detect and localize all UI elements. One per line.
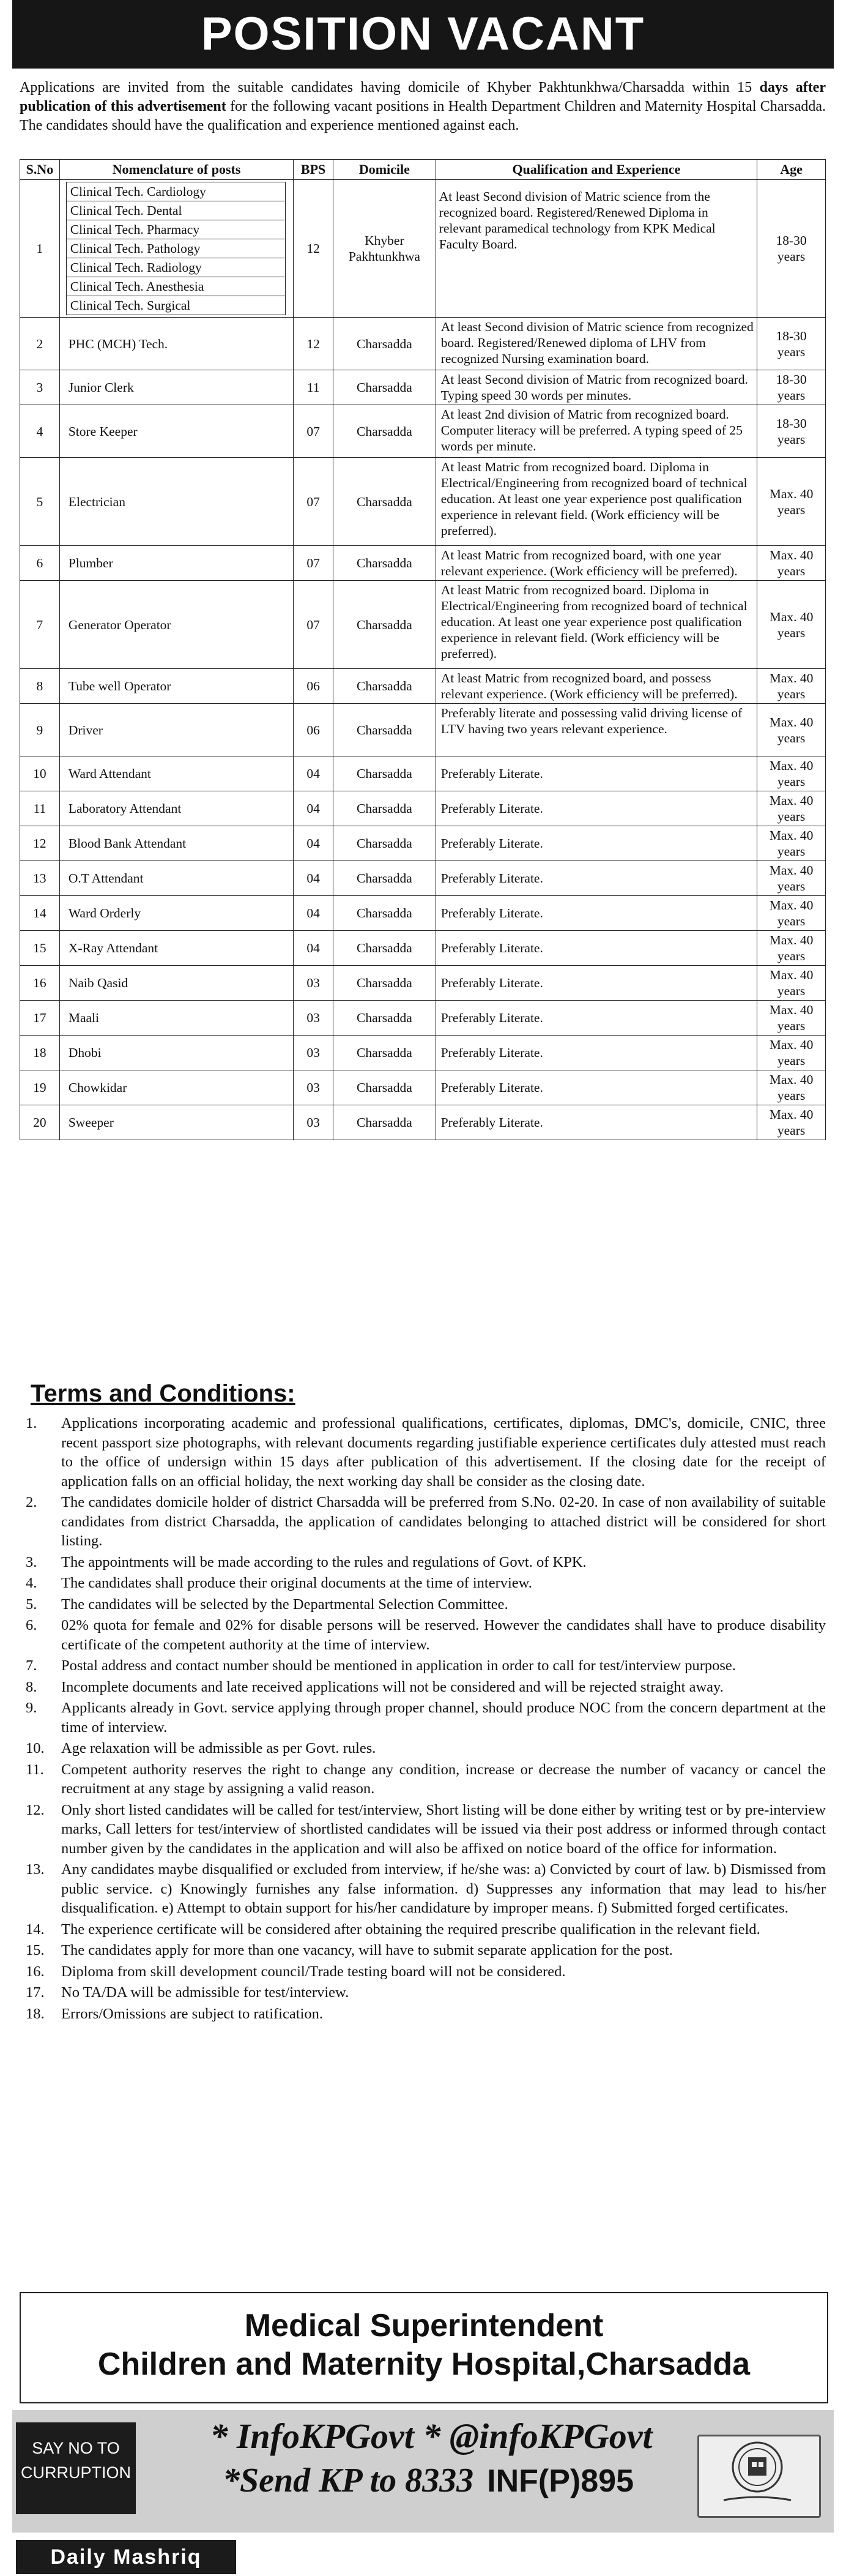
term-item — [20, 1553, 826, 1572]
term-text: The candidates apply for more than one vacancy, will have to submit separate application for the post. — [61, 1942, 673, 1958]
cell-post: Ward Orderly — [59, 896, 293, 931]
cell-post: Laboratory Attendant — [59, 791, 293, 826]
term-number: 10. — [26, 1740, 45, 1757]
cell-post: Tube well Operator — [59, 669, 293, 704]
cell-sno: 20 — [20, 1105, 60, 1140]
terms-list — [20, 1414, 826, 2025]
term-item — [20, 2004, 826, 2024]
post-sub-item: Clinical Tech. Pathology — [66, 239, 286, 258]
cell-post-list — [59, 180, 293, 318]
term-number: 7. — [26, 1657, 37, 1674]
cell-sno: 1 — [20, 180, 60, 318]
term-item — [20, 1656, 826, 1676]
term-text: Applications incorporating academic and professional qualifications, certificates, diplomas, DMC's, domicile, CNIC, three recent passport size photographs, with relevant documents regarding justifiable experience certificates duly attested must reach to the office of undersign within 15 days after publication of this advertisement. If the closing date for the receipt of application falls on an official holiday, the next working day shall be consider as the closing date. — [61, 1415, 826, 1490]
cell-age: Max. 40 years — [757, 1001, 826, 1036]
table-row — [20, 405, 826, 458]
cell-qualification: Preferably Literate. — [436, 1036, 757, 1070]
cell-bps: 04 — [294, 791, 333, 826]
cell-post: Junior Clerk — [59, 370, 293, 405]
term-item — [20, 1616, 826, 1654]
positions-table — [20, 159, 826, 1140]
post-sub-item: Clinical Tech. Surgical — [66, 296, 286, 315]
cell-age: Max. 40 years — [757, 546, 826, 581]
term-number: 9. — [26, 1700, 37, 1716]
newspaper-name: Daily Mashriq — [16, 2540, 236, 2574]
cell-qualification: Preferably Literate. — [436, 966, 757, 1001]
term-number: 13. — [26, 1861, 45, 1878]
table-row — [20, 791, 826, 826]
cell-bps: 12 — [294, 180, 333, 318]
cell-domicile: Charsadda — [333, 581, 436, 669]
cell-domicile: Charsadda — [333, 704, 436, 756]
cell-domicile: Charsadda — [333, 861, 436, 896]
cell-age: Max. 40 years — [757, 581, 826, 669]
cell-sno: 14 — [20, 896, 60, 931]
cell-age: Max. 40 years — [757, 826, 826, 861]
term-number: 2. — [26, 1494, 37, 1510]
table-row — [20, 1036, 826, 1070]
cell-qualification: Preferably Literate. — [436, 896, 757, 931]
cell-post: Store Keeper — [59, 405, 293, 458]
header-qualification: Qualification and Experience — [436, 160, 757, 180]
signature-block — [20, 2292, 828, 2403]
cell-post: O.T Attendant — [59, 861, 293, 896]
cell-domicile: Khyber Pakhtunkhwa — [333, 180, 436, 318]
cell-domicile: Charsadda — [333, 756, 436, 791]
term-text: The experience certificate will be considered after obtaining the required prescribe qualification in the relevant field. — [61, 1921, 760, 1938]
cell-post: Chowkidar — [59, 1070, 293, 1105]
social-handles: * InfoKPGovt * @infoKPGovt — [210, 2416, 653, 2456]
cell-sno: 13 — [20, 861, 60, 896]
cell-sno: 6 — [20, 546, 60, 581]
cell-domicile: Charsadda — [333, 669, 436, 704]
term-text: Incomplete documents and late received applications will not be considered and will be rejected straight away. — [61, 1678, 724, 1695]
anti-corruption-badge: SAY NO TO CURRUPTION — [16, 2422, 136, 2514]
term-text: Errors/Omissions are subject to ratification. — [61, 2005, 323, 2022]
table-row — [20, 581, 826, 669]
header-sno: S.No — [20, 160, 60, 180]
term-text: No TA/DA will be admissible for test/interview. — [61, 1984, 349, 2001]
cell-sno: 12 — [20, 826, 60, 861]
cell-sno: 8 — [20, 669, 60, 704]
term-number: 16. — [26, 1963, 45, 1980]
page-title: POSITION VACANT — [12, 0, 834, 69]
post-sub-item: Clinical Tech. Anesthesia — [66, 277, 286, 296]
term-item — [20, 1739, 826, 1758]
intro-text-bold: days after publication of this advertisement — [20, 80, 826, 114]
table-row — [20, 1001, 826, 1036]
term-number: 17. — [26, 1984, 45, 2001]
term-number: 5. — [26, 1596, 37, 1613]
term-text: The candidates domicile holder of district Charsadda will be preferred from S.No. 02-20. In case of non availability of suitable candidates from district Charsadda, the application of candidates belonging to attached district will be considered for short listing. — [61, 1494, 826, 1549]
term-text: Only short listed candidates will be called for test/interview, Short listing will be done either by writing test or by pre-interview marks, Call letters for test/interview of shortlisted candidates will be issued via their post address or informed through contact number given by the candidates in the application and will also be affixed on notice board of the office for information. — [61, 1801, 826, 1857]
term-number: 18. — [26, 2005, 45, 2022]
cell-sno: 19 — [20, 1070, 60, 1105]
cell-age: 18-30 years — [757, 318, 826, 370]
cell-domicile: Charsadda — [333, 826, 436, 861]
cell-domicile: Charsadda — [333, 1105, 436, 1140]
cell-age: Max. 40 years — [757, 896, 826, 931]
cell-post: Plumber — [59, 546, 293, 581]
cell-age: Max. 40 years — [757, 931, 826, 966]
cell-qualification: At least Matric from recognized board, with one year relevant experience. (Work efficiency will be preferred). — [436, 546, 757, 581]
intro-text-1: Applications are invited from the suitable candidates having domicile of Khyber Pakhtunkhwa/Charsadda within 15 — [20, 80, 760, 95]
cell-qualification: Preferably Literate. — [436, 791, 757, 826]
term-number: 14. — [26, 1921, 45, 1938]
cell-sno: 11 — [20, 791, 60, 826]
cell-qualification: At least Matric from recognized board. Diploma in Electrical/Engineering from recognized board of technical education. At least one year experience post qualification experience in relevant field. (Work efficiency will be preferred). — [436, 581, 757, 669]
term-number: 12. — [26, 1801, 45, 1818]
cell-qualification: Preferably Literate. — [436, 1070, 757, 1105]
cell-bps: 04 — [294, 896, 333, 931]
term-item — [20, 1678, 826, 1697]
cell-qualification: At least Second division of Matric science from recognized board. Registered/Renewed diploma of LHV from recognized Nursing examination board. — [436, 318, 757, 370]
cell-qualification: Preferably Literate. — [436, 1105, 757, 1140]
table-row — [20, 931, 826, 966]
cell-domicile: Charsadda — [333, 546, 436, 581]
cell-bps: 07 — [294, 546, 333, 581]
cell-bps: 04 — [294, 861, 333, 896]
terms-title: Terms and Conditions: — [31, 1380, 295, 1407]
term-item — [20, 1414, 826, 1491]
cell-age: Max. 40 years — [757, 966, 826, 1001]
sms-line — [202, 2460, 655, 2501]
term-text: Postal address and contact number should be mentioned in application in order to call for test/interview purpose. — [61, 1657, 736, 1674]
cell-age: Max. 40 years — [757, 756, 826, 791]
cell-bps: 03 — [294, 966, 333, 1001]
term-item — [20, 1941, 826, 1960]
table-row — [20, 704, 826, 756]
cell-bps: 11 — [294, 370, 333, 405]
government-logo — [697, 2435, 821, 2518]
cell-age: Max. 40 years — [757, 1105, 826, 1140]
header-domicile: Domicile — [333, 160, 436, 180]
cell-qualification: Preferably literate and possessing valid driving license of LTV having two years relevant experience. — [436, 704, 757, 756]
term-number: 6. — [26, 1617, 37, 1633]
table-row — [20, 458, 826, 546]
cell-age: 18-30 years — [757, 370, 826, 405]
cell-bps: 04 — [294, 931, 333, 966]
signature-office: Children and Maternity Hospital,Charsadda — [97, 2346, 751, 2382]
cell-qualification: At least Matric from recognized board, and possess relevant experience. (Work efficiency will be preferred). — [436, 669, 757, 704]
cell-post: Generator Operator — [59, 581, 293, 669]
cell-post: Blood Bank Attendant — [59, 826, 293, 861]
table-row — [20, 180, 826, 318]
cell-age: 18-30 years — [757, 405, 826, 458]
term-text: The candidates shall produce their original documents at the time of interview. — [61, 1575, 532, 1591]
term-item — [20, 1574, 826, 1593]
header-posts: Nomenclature of posts — [59, 160, 293, 180]
term-item — [20, 1860, 826, 1918]
table-header-row — [20, 160, 826, 180]
table-row — [20, 546, 826, 581]
term-text: The candidates will be selected by the Departmental Selection Committee. — [61, 1596, 508, 1613]
footer-band — [12, 2410, 834, 2533]
cell-domicile: Charsadda — [333, 405, 436, 458]
term-text: The appointments will be made according to the rules and regulations of Govt. of KPK. — [61, 1553, 587, 1570]
term-number: 8. — [26, 1678, 37, 1695]
cell-age: Max. 40 years — [757, 704, 826, 756]
cell-bps: 03 — [294, 1105, 333, 1140]
term-item — [20, 1983, 826, 2003]
table-row — [20, 370, 826, 405]
term-text: Age relaxation will be admissible as per Govt. rules. — [61, 1740, 376, 1757]
cell-qualification: At least Matric from recognized board. Diploma in Electrical/Engineering from recognized board of technical education. At least one year experience post qualification experience in relevant field. (Work efficiency will be preferred). — [436, 458, 757, 546]
cell-qualification: At least Second division of Matric science from the recognized board. Registered/Renewed Diploma in relevant paramedical technology from KPK Medical Faculty Board. — [436, 180, 757, 318]
cell-post: Dhobi — [59, 1036, 293, 1070]
cell-sno: 18 — [20, 1036, 60, 1070]
cell-qualification: Preferably Literate. — [436, 1001, 757, 1036]
cell-bps: 07 — [294, 581, 333, 669]
term-item — [20, 1962, 826, 1982]
table-row — [20, 318, 826, 370]
cell-age: Max. 40 years — [757, 1070, 826, 1105]
cell-post: Ward Attendant — [59, 756, 293, 791]
cell-post: PHC (MCH) Tech. — [59, 318, 293, 370]
term-item — [20, 1698, 826, 1737]
cell-post: Electrician — [59, 458, 293, 546]
cell-domicile: Charsadda — [333, 931, 436, 966]
cell-domicile: Charsadda — [333, 896, 436, 931]
cell-sno: 10 — [20, 756, 60, 791]
intro-paragraph — [20, 78, 826, 135]
header-bps: BPS — [294, 160, 333, 180]
term-item — [20, 1595, 826, 1615]
table-row — [20, 966, 826, 1001]
cell-sno: 16 — [20, 966, 60, 1001]
cell-age: 18-30 years — [757, 180, 826, 318]
post-sub-item: Clinical Tech. Dental — [66, 201, 286, 220]
cell-post: Sweeper — [59, 1105, 293, 1140]
cell-bps: 03 — [294, 1070, 333, 1105]
cell-bps: 03 — [294, 1036, 333, 1070]
table-row — [20, 669, 826, 704]
table-row — [20, 826, 826, 861]
cell-sno: 4 — [20, 405, 60, 458]
cell-bps: 07 — [294, 458, 333, 546]
cell-age: Max. 40 years — [757, 791, 826, 826]
table-row — [20, 1105, 826, 1140]
cell-qualification: Preferably Literate. — [436, 931, 757, 966]
cell-sno: 5 — [20, 458, 60, 546]
table-row — [20, 756, 826, 791]
advertisement-page — [12, 0, 834, 2576]
cell-bps: 06 — [294, 669, 333, 704]
signature-designation: Medical Superintendent — [244, 2308, 604, 2343]
cell-sno: 7 — [20, 581, 60, 669]
term-number: 15. — [26, 1942, 45, 1958]
term-text: Competent authority reserves the right to change any condition, increase or decrease the number of vacancy or cancel the recruitment at any stage by assigning a valid reason. — [61, 1761, 826, 1797]
cell-bps: 07 — [294, 405, 333, 458]
post-sub-item: Clinical Tech. Pharmacy — [66, 220, 286, 239]
inf-code: INF(P)895 — [487, 2463, 634, 2499]
term-number: 3. — [26, 1553, 37, 1570]
cell-bps: 12 — [294, 318, 333, 370]
post-sub-item: Clinical Tech. Cardiology — [66, 182, 286, 201]
term-text: Any candidates maybe disqualified or excluded from interview, if he/she was: a) Convicted by court of law. b) Dismissed from public service. c) Knowingly furnishes any false information. d) Suppresses any information that may lead to his/her disqualification. e) Attempt to obtain support for his/her candidature by improper means. f) Submitted forged certificates. — [61, 1861, 826, 1916]
cell-age: Max. 40 years — [757, 458, 826, 546]
cell-domicile: Charsadda — [333, 1036, 436, 1070]
cell-age: Max. 40 years — [757, 1036, 826, 1070]
cell-domicile: Charsadda — [333, 458, 436, 546]
cell-age: Max. 40 years — [757, 861, 826, 896]
table-row — [20, 861, 826, 896]
term-text: Applicants already in Govt. service applying through proper channel, should produce NOC from the concern department at the time of interview. — [61, 1700, 826, 1736]
cell-sno: 9 — [20, 704, 60, 756]
term-number: 1. — [26, 1415, 37, 1432]
term-number: 11. — [26, 1761, 44, 1778]
table-body — [20, 318, 826, 1140]
cell-post: X-Ray Attendant — [59, 931, 293, 966]
cell-sno: 15 — [20, 931, 60, 966]
cell-qualification: At least 2nd division of Matric from recognized board. Computer literacy will be preferred. A typing speed of 25 words per minute. — [436, 405, 757, 458]
cell-bps: 03 — [294, 1001, 333, 1036]
cell-bps: 04 — [294, 826, 333, 861]
cell-sno: 17 — [20, 1001, 60, 1036]
term-item — [20, 1801, 826, 1859]
term-text: Diploma from skill development council/Trade testing board will not be considered. — [61, 1963, 566, 1980]
cell-domicile: Charsadda — [333, 318, 436, 370]
cell-post: Driver — [59, 704, 293, 756]
cell-domicile: Charsadda — [333, 1001, 436, 1036]
cell-qualification: Preferably Literate. — [436, 826, 757, 861]
cell-qualification: At least Second division of Matric from recognized board. Typing speed 30 words per minutes. — [436, 370, 757, 405]
intro-text-2: for the following vacant positions in Health Department Children and Maternity Hospital Charsadda. The candidates should have the qualification and experience mentioned against each. — [20, 99, 826, 133]
term-item — [20, 1493, 826, 1551]
cell-age: Max. 40 years — [757, 669, 826, 704]
table-row — [20, 896, 826, 931]
cell-qualification: Preferably Literate. — [436, 861, 757, 896]
cell-post: Naib Qasid — [59, 966, 293, 1001]
cell-domicile: Charsadda — [333, 966, 436, 1001]
term-number: 4. — [26, 1575, 37, 1591]
cell-qualification: Preferably Literate. — [436, 756, 757, 791]
header-age: Age — [757, 160, 826, 180]
cell-domicile: Charsadda — [333, 1070, 436, 1105]
cell-sno: 3 — [20, 370, 60, 405]
sms-instruction: *Send KP to 8333 — [222, 2462, 474, 2499]
term-item — [20, 1760, 826, 1799]
table-row — [20, 1070, 826, 1105]
term-text: 02% quota for female and 02% for disable persons will be reserved. However the candidates shall have to produce disability certificate of the competent authority at the time of interview. — [61, 1617, 826, 1653]
cell-domicile: Charsadda — [333, 791, 436, 826]
cell-domicile: Charsadda — [333, 370, 436, 405]
cell-sno: 2 — [20, 318, 60, 370]
term-item — [20, 1920, 826, 1939]
emblem-icon — [699, 2436, 815, 2512]
cell-bps: 04 — [294, 756, 333, 791]
cell-bps: 06 — [294, 704, 333, 756]
post-sub-item: Clinical Tech. Radiology — [66, 258, 286, 277]
cell-post: Maali — [59, 1001, 293, 1036]
